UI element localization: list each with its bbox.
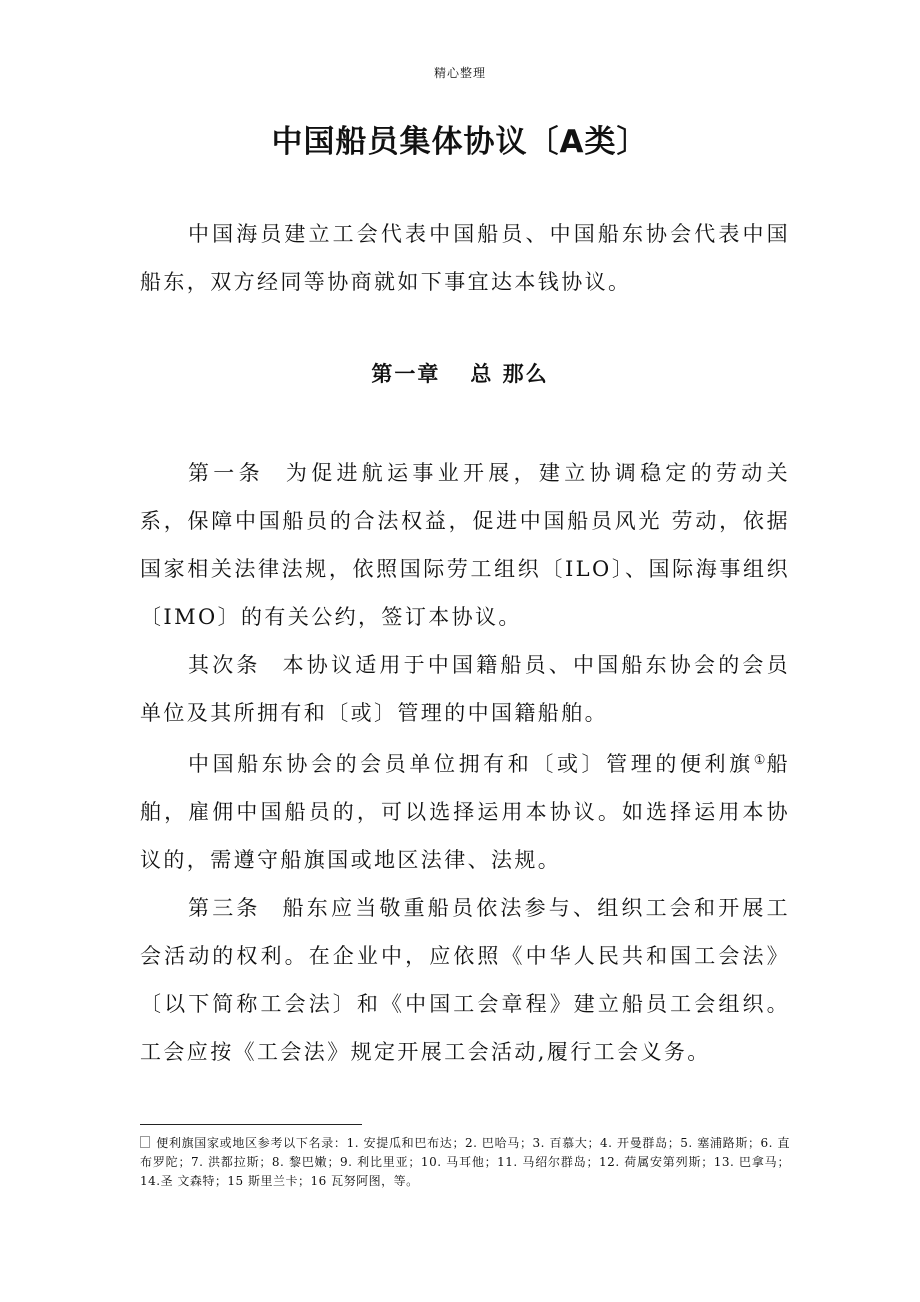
footnote-text: 便利旗国家或地区参考以下名录：1. 安提瓜和巴布达；2. 巴哈马；3. 百慕大；4. 开曼群岛；5. 塞浦路斯；6. 直布罗陀；7. 洪都拉斯；8. 黎巴嫩；9. 利比里亚；10. 马耳他；11. 马绍尔群岛；12. 荷属安第列斯；13. 巴拿马；14.圣 文森特；15 斯里兰卡；16 瓦努阿图，等。 [140, 1136, 790, 1188]
chapter-name: 总 那么 [470, 362, 549, 386]
flag-of-convenience-paragraph [140, 737, 790, 884]
article-2-text: 本协议适用于中国籍船员、中国船东协会的会员单位及其所拥有和〔或〕管理的中国籍船舶。 [140, 653, 790, 725]
intro-section [140, 210, 790, 306]
footnote [140, 1134, 790, 1191]
article-1 [140, 449, 790, 641]
intro-paragraph: 中国海员建立工会代表中国船员、中国船东协会代表中国船东，双方经同等协商就如下事宜达本钱协议。 [140, 222, 790, 294]
flag-paragraph-after: 船舶，雇佣中国船员的，可以选择运用本协议。如选择运用本协议的，需遵守船旗国或地区法律、法规。 [140, 752, 791, 872]
article-1-text: 为促进航运事业开展，建立协调稳定的劳动关系，保障中国船员的合法权益，促进中国船员风光 劳动，依据国家相关法律法规，依照国际劳工组织〔ILO〕、国际海事组织〔IMO〕的有关公约，签订本协议。 [140, 461, 791, 629]
article-3 [140, 884, 790, 1076]
document-title: 中国船员集体协议〔A类〕 [271, 124, 649, 160]
footnote-marker-icon [140, 1136, 150, 1148]
flag-paragraph-before: 中国船东协会的会员单位拥有和〔或〕管理的便利旗 [188, 752, 754, 776]
article-2-label: 其次条 [188, 653, 261, 677]
chapter-number: 第一章 [371, 362, 441, 386]
article-3-text: 船东应当敬重船员依法参与、组织工会和开展工会活动的权利。在企业中，应依照《中华人民共和国工会法》〔以下简称工会法〕和《中国工会章程》建立船员工会组织。工会应按《工会法》规定开展工会活动,履行工会义务。 [140, 896, 790, 1064]
article-1-label: 第一条 [188, 461, 264, 485]
article-2 [140, 641, 790, 737]
articles-section [140, 449, 790, 1076]
article-3-label: 第三条 [188, 896, 261, 920]
footnote-divider [140, 1124, 362, 1125]
footnote-reference-mark[interactable]: ① [753, 753, 767, 768]
chapter-heading [0, 358, 920, 388]
page-header: 精心整理 [433, 66, 486, 80]
